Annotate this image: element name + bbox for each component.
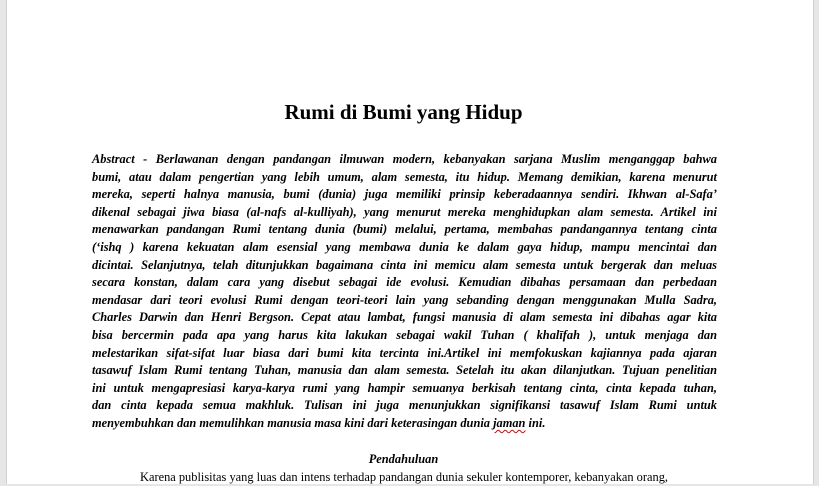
abstract-line: menawarkan pandangan Rumi tentang dunia (bumi) melalui, pertama, membahas pandangannya tentang cinta: [92, 222, 717, 237]
abstract-line: ini untuk mengapresiasi karya-karya rumi yang hampir semuanya berkisah tentang cinta, cinta kepada tuhan,: [92, 380, 717, 395]
abstract-line: melestarikan sifat-sifat luar biasa dari bumi kita tercinta ini.Artikel ini memfokuskan kajiannya pada ajaran: [92, 345, 717, 360]
abstract-line: Abstract - Berlawanan dengan pandangan ilmuwan modern, kebanyakan sarjana Muslim menganggap bahwa: [92, 152, 717, 166]
abstract-line: dikenal sebagai jiwa biasa (al-nafs al-kulliyah), yang menurut mereka menghidupkan alam semesta. Artikel ini: [92, 204, 717, 219]
abstract-line: dicintai. Selanjutnya, telah ditunjukkan bagaimana cinta ini memicu alam semesta untuk bergerak dan meluas: [92, 257, 717, 272]
section-heading: Pendahuluan: [368, 452, 439, 466]
abstract-last-line: [92, 415, 717, 433]
abstract-line: Charles Darwin dan Henri Bergson. Cepat atau lambat, fungsi manusia di alam semesta ini dibahas agar kita: [92, 310, 717, 325]
abstract-line: tasawuf Islam Rumi tentang Tuhan, manusia dan alam semesta. Setelah itu akan dilanjutkan. Tujuan penelitian: [92, 363, 717, 378]
spellcheck-flagged-word[interactable]: jaman: [493, 415, 526, 430]
abstract-paragraph: [92, 151, 717, 433]
body-paragraph: Karena publisitas yang luas dan intens terhadap pandangan dunia sekuler kontemporer, kebanyakan orang,: [140, 470, 668, 484]
document-title: Rumi di Bumi yang Hidup: [284, 100, 523, 124]
abstract-last-end: ini.: [525, 415, 546, 430]
abstract-last-text: menyembuhkan dan memulihkan manusia masa kini dari keterasingan dunia: [92, 415, 494, 430]
abstract-line: mendasar dari teori evolusi Rumi dengan teori-teori lain yang sebanding dengan menggunakan Mulla Sadra,: [92, 292, 717, 307]
abstract-line: bumi, atau dalam pengertian yang lebih umum, alam semesta, itu hidup. Memang demikian, karena menurut: [92, 169, 717, 184]
abstract-line: secara konstan, dalam cara yang disebut sebagai ide evolusi. Kemudian dibahas persamaan dan perbedaan: [92, 275, 717, 290]
abstract-line: mereka, seperti halnya manusia, bumi (dunia) juga memiliki prinsip keberadaannya sendiri. Ikhwan al-Safa’: [92, 187, 717, 202]
abstract-line: bisa bercermin pada apa yang harus kita lakukan sebagai wakil Tuhan ( khalīfah ), untuk menjaga dan: [92, 327, 717, 342]
abstract-line: dan cinta kepada semua makhluk. Tulisan ini juga menunjukkan signifikansi tasawuf Islam Rumi untuk: [92, 398, 717, 413]
abstract-line: (‘ishq ) karena kekuatan alam esensial yang membawa dunia ke dalam gaya hidup, mampu mencintai dan: [92, 239, 717, 254]
